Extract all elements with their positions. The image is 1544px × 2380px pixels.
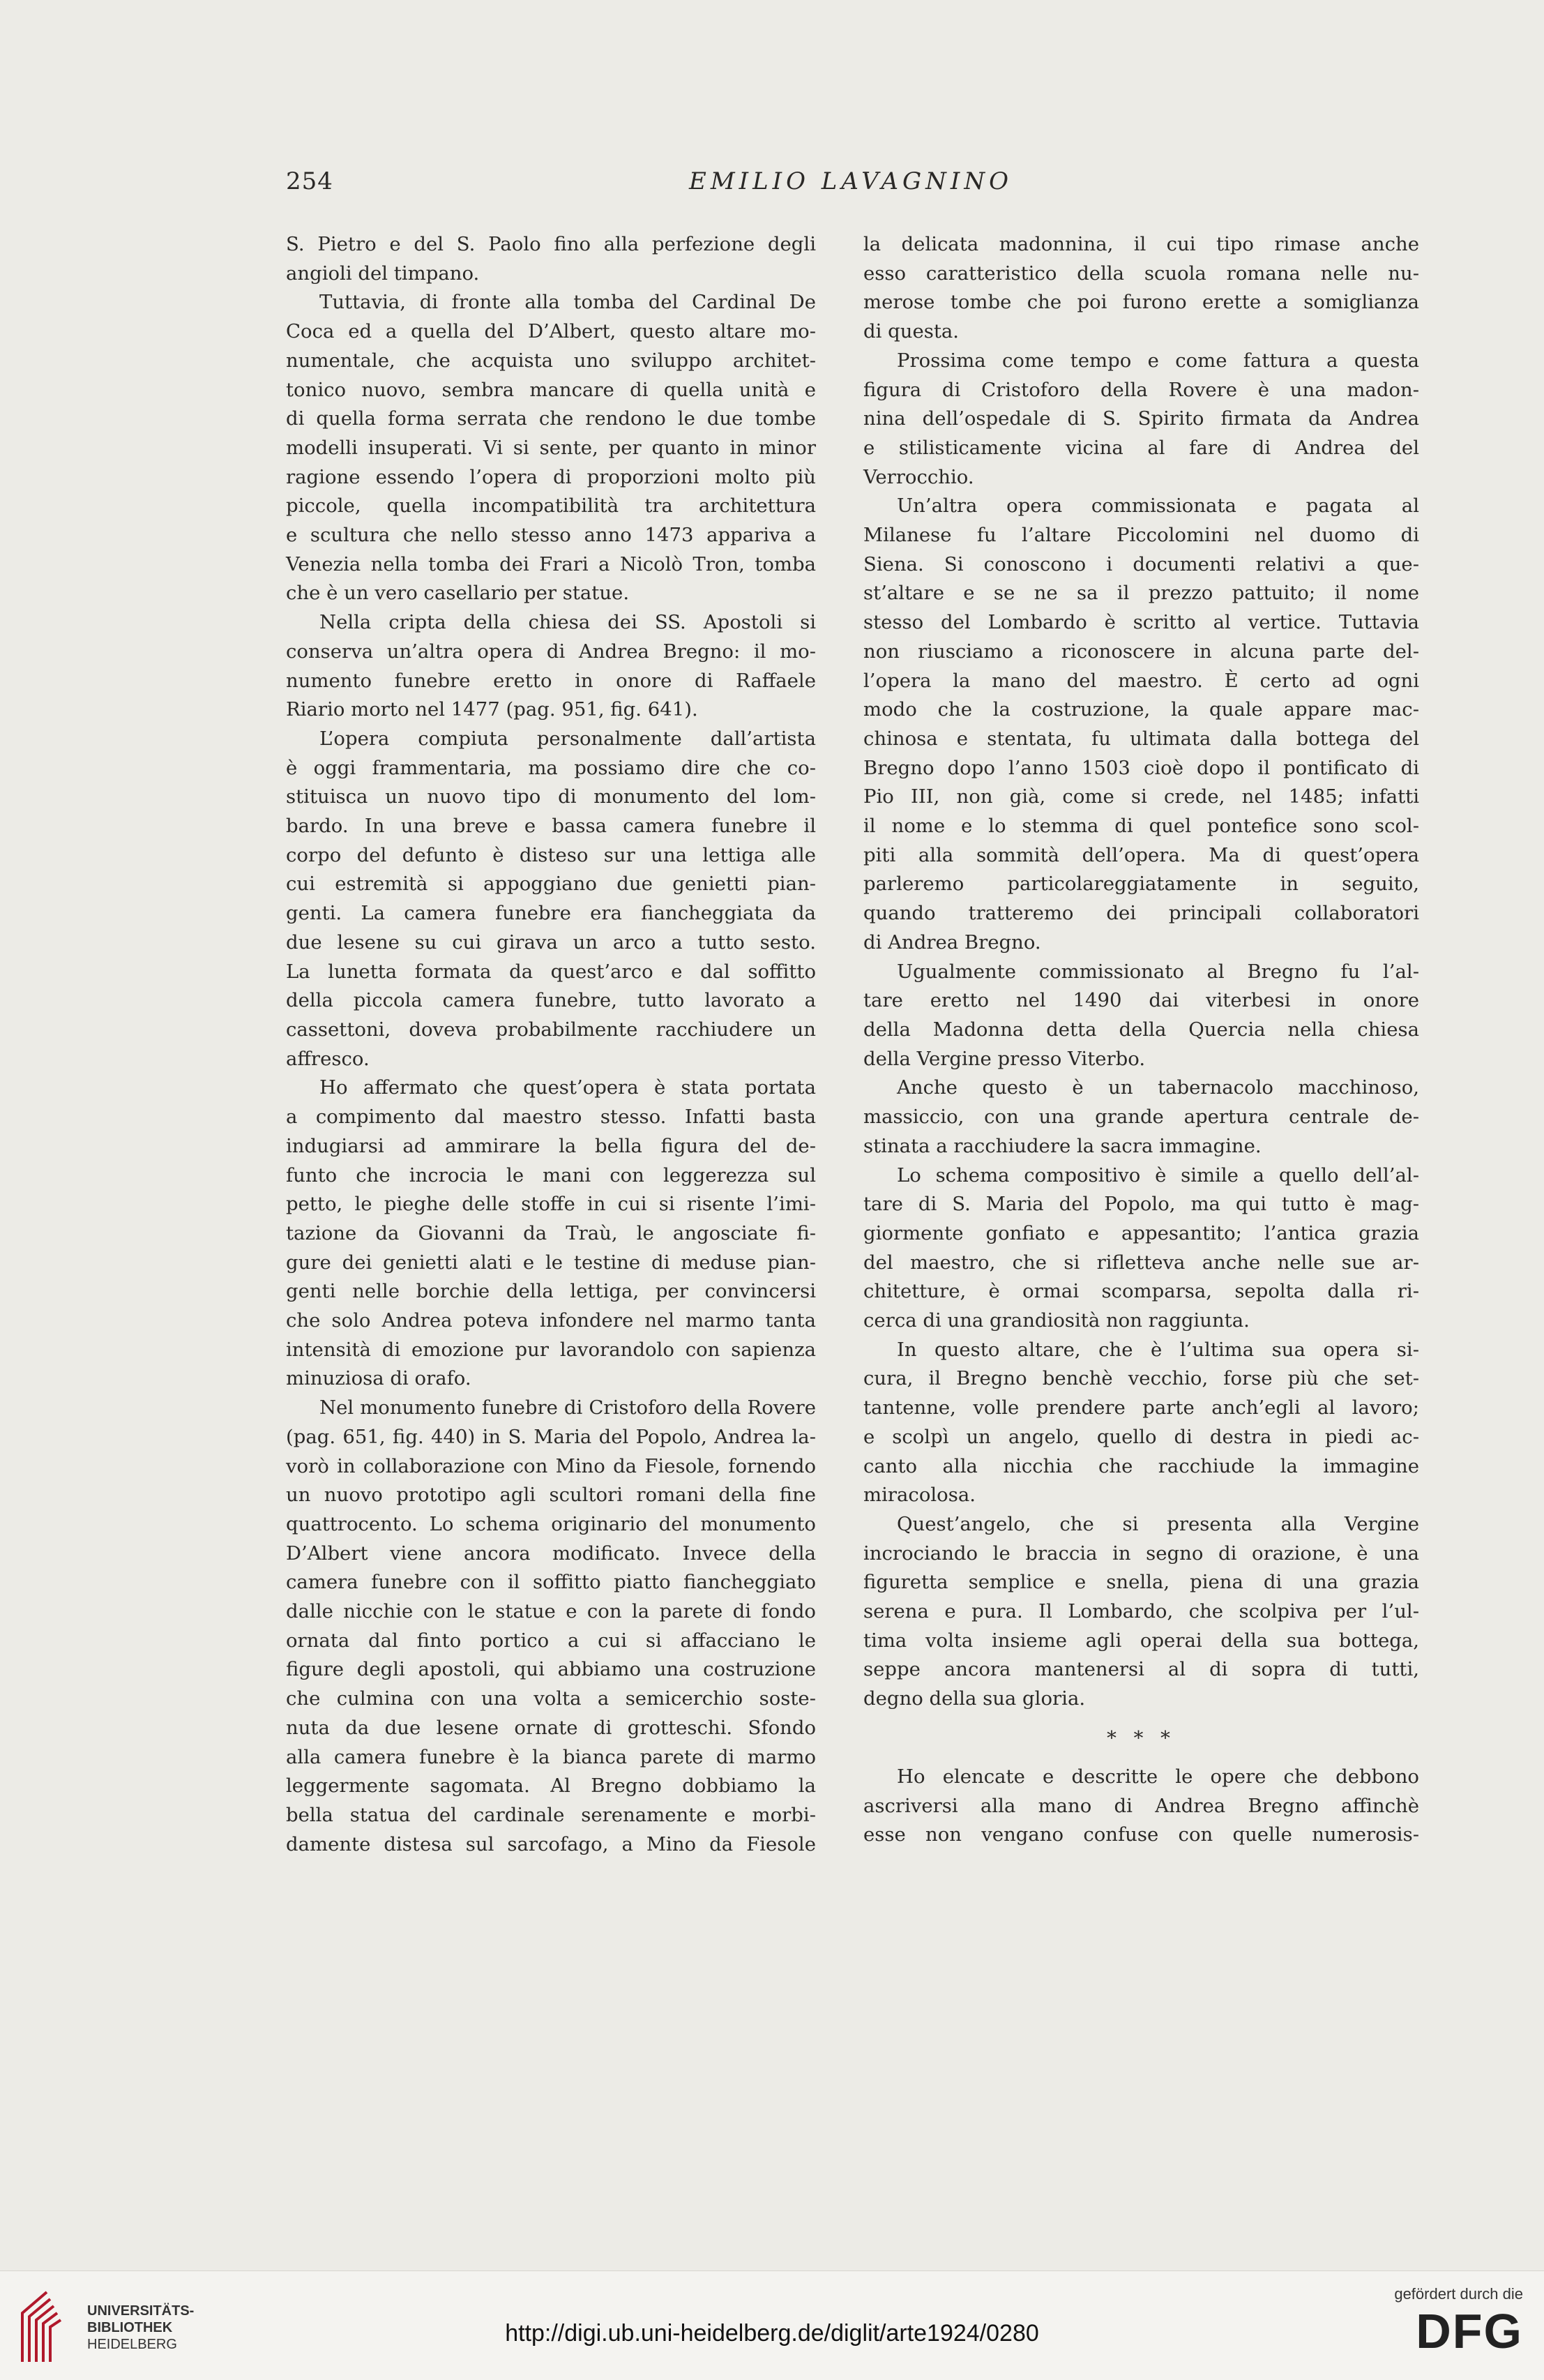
text-line: Prossima come tempo e come fattura a questa	[897, 349, 1419, 372]
text-line: Venezia nella tomba dei Frari a Nicolò Tron, tomba	[286, 552, 816, 575]
library-name-line: UNIVERSITÄTS-	[87, 2303, 195, 2319]
text-line: la delicata madonnina, il cui tipo rimase anche	[863, 233, 1419, 255]
text-line: a compimento dal maestro stesso. Infatti basta	[286, 1106, 816, 1129]
text-line: Milanese fu l’altare Piccolomini nel duomo di	[863, 524, 1419, 547]
text-line: figura di Cristoforo della Rovere è una madon-	[863, 378, 1419, 401]
text-line: genti nelle borchie della lettiga, per convincersi	[286, 1280, 816, 1303]
dfg-logo: DFG	[1416, 2304, 1523, 2358]
funding-credit	[1394, 2285, 1523, 2359]
text-line: ornata dal finto portico a cui si affacciano le	[286, 1629, 816, 1652]
text-line: stesso del Lombardo è scritto al vertice. Tuttavia	[863, 611, 1419, 634]
text-line: numento funebre eretto in onore di Raffaele	[286, 669, 816, 692]
text-line: Ho affermato che quest’opera è stata portata	[319, 1076, 816, 1099]
text-line: corpo del defunto è disteso sur una lettiga alle	[286, 843, 816, 866]
text-line: indugiarsi ad ammirare la bella figura del de-	[286, 1134, 816, 1157]
page-number: 254	[286, 167, 333, 195]
text-line: L’opera compiuta personalmente dall’artista	[319, 727, 816, 750]
text-line: genti. La camera funebre era fiancheggiata da	[286, 902, 816, 925]
text-line: parleremo particolareggiatamente in seguito,	[863, 873, 1419, 896]
text-line: che solo Andrea poteva infondere nel marmo tanta	[286, 1309, 816, 1332]
text-line: incrociando le braccia in segno di orazione, è una	[863, 1542, 1419, 1565]
text-line: ragione essendo l’opera di proporzioni molto più	[286, 465, 816, 488]
text-line: Verrocchio.	[863, 465, 974, 488]
text-line: tima volta insieme agli operai della sua bottega,	[863, 1629, 1419, 1652]
text-line: st’altare e se ne sa il prezzo pattuito; il nome	[863, 582, 1419, 605]
text-line: e stilisticamente vicina al fare di Andrea del	[863, 436, 1419, 459]
text-line: è oggi frammentaria, ma possiamo dire che co-	[286, 756, 816, 779]
text-line: bella statua del cardinale serenamente e morbi-	[286, 1803, 816, 1826]
text-line: Nella cripta della chiesa dei SS. Apostoli si	[319, 611, 816, 634]
text-line: esse non vengano confuse con quelle numerosis-	[863, 1823, 1419, 1846]
left-text-column	[286, 230, 816, 1859]
text-line: del maestro, che si rifletteva anche nelle sue ar-	[863, 1251, 1419, 1274]
text-line: gure dei genietti alati e le testine di meduse pian-	[286, 1251, 816, 1274]
text-line: dalle nicchie con le statue e con la parete di fondo	[286, 1600, 816, 1623]
text-line: Ugualmente commissionato al Bregno fu l’al-	[897, 960, 1419, 983]
text-line: chinosa e stentata, fu ultimata dalla bottega del	[863, 727, 1419, 750]
text-line: massiccio, con una grande apertura centrale de-	[863, 1106, 1419, 1129]
text-line: tantenne, volle prendere parte anch’egli al lavoro;	[863, 1396, 1419, 1419]
section-break: * * *	[1107, 1726, 1176, 1749]
source-url-link[interactable]: http://digi.ub.uni-heidelberg.de/diglit/arte1924/0280	[505, 2320, 1039, 2347]
text-line: Bregno dopo l’anno 1503 cioè dopo il pontificato di	[863, 756, 1419, 779]
text-line: nina dell’ospedale di S. Spirito firmata da Andrea	[863, 407, 1419, 430]
text-line: quando tratteremo dei principali collaboratori	[863, 902, 1419, 925]
text-line: figuretta semplice e snella, piena di una grazia	[863, 1571, 1419, 1594]
text-line: di questa.	[863, 320, 960, 343]
text-line: conserva un’altra opera di Andrea Bregno: il mo-	[286, 640, 816, 663]
text-line: tare eretto nel 1490 dai viterbesi in onore	[863, 989, 1419, 1012]
text-line: cura, il Bregno benchè vecchio, forse più che set-	[863, 1367, 1419, 1390]
text-line: modo che la costruzione, la quale appare mac-	[863, 698, 1419, 721]
text-line: D’Albert viene ancora modificato. Invece della	[286, 1542, 816, 1565]
text-line: e scolpì un angelo, quello di destra in piedi ac-	[863, 1425, 1419, 1448]
text-line: (pag. 651, fig. 440) in S. Maria del Popolo, Andrea la-	[286, 1425, 816, 1448]
text-line: e scultura che nello stesso anno 1473 appariva a	[286, 524, 816, 547]
page-header	[286, 167, 1416, 209]
text-line: l’opera la mano del maestro. È certo ad ogni	[863, 669, 1419, 692]
text-line: minuziosa di orafo.	[286, 1367, 471, 1390]
text-line: canto alla nicchia che racchiude la immagine	[863, 1454, 1419, 1477]
text-line: che culmina con una volta a semicerchio soste-	[286, 1687, 816, 1710]
funding-label: gefördert durch die	[1394, 2285, 1523, 2303]
text-line: di quella forma serrata che rendono le due tombe	[286, 407, 816, 430]
text-line: della piccola camera funebre, tutto lavorato a	[286, 989, 816, 1012]
text-line: miracolosa.	[863, 1484, 976, 1507]
text-line: il nome e lo stemma di quel pontefice sono scol-	[863, 815, 1419, 838]
text-line: Pio III, non già, come si crede, nel 1485; infatti	[863, 785, 1419, 808]
text-line: della Vergine presso Viterbo.	[863, 1047, 1146, 1070]
text-line: piccole, quella incompatibilità tra architettura	[286, 495, 816, 518]
text-line: Coca ed a quella del D’Albert, questo altare mo-	[286, 320, 816, 343]
text-line: figure degli apostoli, qui abbiamo una costruzione	[286, 1658, 816, 1681]
text-line: Ho elencate e descritte le opere che debbono	[897, 1765, 1419, 1788]
text-line: Un’altra opera commissionata e pagata al	[897, 495, 1419, 518]
text-line: Nel monumento funebre di Cristoforo della Rovere	[319, 1396, 816, 1419]
running-head: EMILIO LAVAGNINO	[689, 167, 1013, 195]
text-line: piti alla sommità dell’opera. Ma di quest’opera	[863, 843, 1419, 866]
library-name-line: HEIDELBERG	[87, 2337, 177, 2352]
text-line: funto che incrocia le mani con leggerezza sul	[286, 1163, 816, 1187]
text-line: seppe ancora mantenersi al di sopra di tutti,	[863, 1658, 1419, 1681]
library-name-line: BIBLIOTHEK	[87, 2320, 173, 2335]
text-line: Riario morto nel 1477 (pag. 951, fig. 641).	[286, 698, 698, 721]
text-line: Tuttavia, di fronte alla tomba del Cardinal De	[319, 291, 816, 314]
text-line: degno della sua gloria.	[863, 1687, 1086, 1710]
text-line: angioli del timpano.	[286, 262, 480, 285]
text-line: bardo. In una breve e bassa camera funebre il	[286, 815, 816, 838]
text-line: alla camera funebre è la bianca parete di marmo	[286, 1745, 816, 1768]
text-line: numentale, che acquista uno sviluppo architet-	[286, 349, 816, 372]
text-line: due lesene su cui girava un arco a tutto sesto.	[286, 931, 816, 954]
text-line: stituisca un nuovo tipo di monumento del lom-	[286, 785, 816, 808]
text-line: ascriversi alla mano di Andrea Bregno affinchè	[863, 1794, 1419, 1817]
text-line: cerca di una grandiosità non raggiunta.	[863, 1309, 1250, 1332]
text-line: un nuovo prototipo agli scultori romani della fine	[286, 1484, 816, 1507]
text-line: cassettoni, doveva probabilmente racchiudere un	[286, 1018, 816, 1041]
text-line: modelli insuperati. Vi si sente, per quanto in minor	[286, 436, 816, 459]
footer-bar	[0, 2270, 1544, 2380]
text-line: quattrocento. Lo schema originario del monumento	[286, 1512, 816, 1535]
text-line: camera funebre con il soffitto piatto fiancheggiato	[286, 1571, 816, 1594]
text-line: La lunetta formata da quest’arco e dal soffitto	[286, 960, 816, 983]
text-line: tazione da Giovanni da Traù, le angosciate fi-	[286, 1221, 816, 1244]
text-line: nuta da due lesene ornate di grotteschi. Sfondo	[286, 1716, 816, 1739]
text-line: intensità di emozione pur lavorandolo con sapienza	[286, 1338, 816, 1361]
text-line: petto, le pieghe delle stoffe in cui si risente l’imi-	[286, 1193, 816, 1216]
text-line: tare di S. Maria del Popolo, ma qui tutto è mag-	[863, 1193, 1419, 1216]
text-line: S. Pietro e del S. Paolo fino alla perfezione degli	[286, 233, 816, 255]
text-line: esso caratteristico della scuola romana nelle nu-	[863, 262, 1419, 285]
text-line: affresco.	[286, 1047, 370, 1070]
text-line: cui estremità si appoggiano due genietti pian-	[286, 873, 816, 896]
text-line: merose tombe che poi furono erette a somiglianza	[863, 291, 1419, 314]
text-line: stinata a racchiudere la sacra immagine.	[863, 1134, 1262, 1157]
text-line: che è un vero casellario per statue.	[286, 582, 630, 605]
text-line: Siena. Si conoscono i documenti relativi a que-	[863, 552, 1419, 575]
text-line: Anche questo è un tabernacolo macchinoso,	[897, 1076, 1419, 1099]
text-line: della Madonna detta della Quercia nella chiesa	[863, 1018, 1419, 1041]
text-line: vorò in collaborazione con Mino da Fiesole, fornendo	[286, 1454, 816, 1477]
text-line: non riusciamo a riconoscere in alcuna parte del-	[863, 640, 1419, 663]
text-line: giormente gonfiato e appesantito; l’antica grazia	[863, 1221, 1419, 1244]
text-line: Lo schema compositivo è simile a quello dell’al-	[897, 1163, 1419, 1187]
text-line: damente distesa sul sarcofago, a Mino da Fiesole	[286, 1832, 816, 1855]
right-text-column	[863, 230, 1419, 1850]
text-line: tonico nuovo, sembra mancare di quella unità e	[286, 378, 816, 401]
text-line: serena e pura. Il Lombardo, che scolpiva per l’ul-	[863, 1600, 1419, 1623]
text-line: di Andrea Bregno.	[863, 931, 1041, 954]
text-line: Quest’angelo, che si presenta alla Vergine	[897, 1512, 1419, 1535]
text-line: chitetture, è ormai scomparsa, sepolta dalla ri-	[863, 1280, 1419, 1303]
text-line: In questo altare, che è l’ultima sua opera si-	[897, 1338, 1419, 1361]
text-line: leggermente sagomata. Al Bregno dobbiamo la	[286, 1775, 816, 1798]
